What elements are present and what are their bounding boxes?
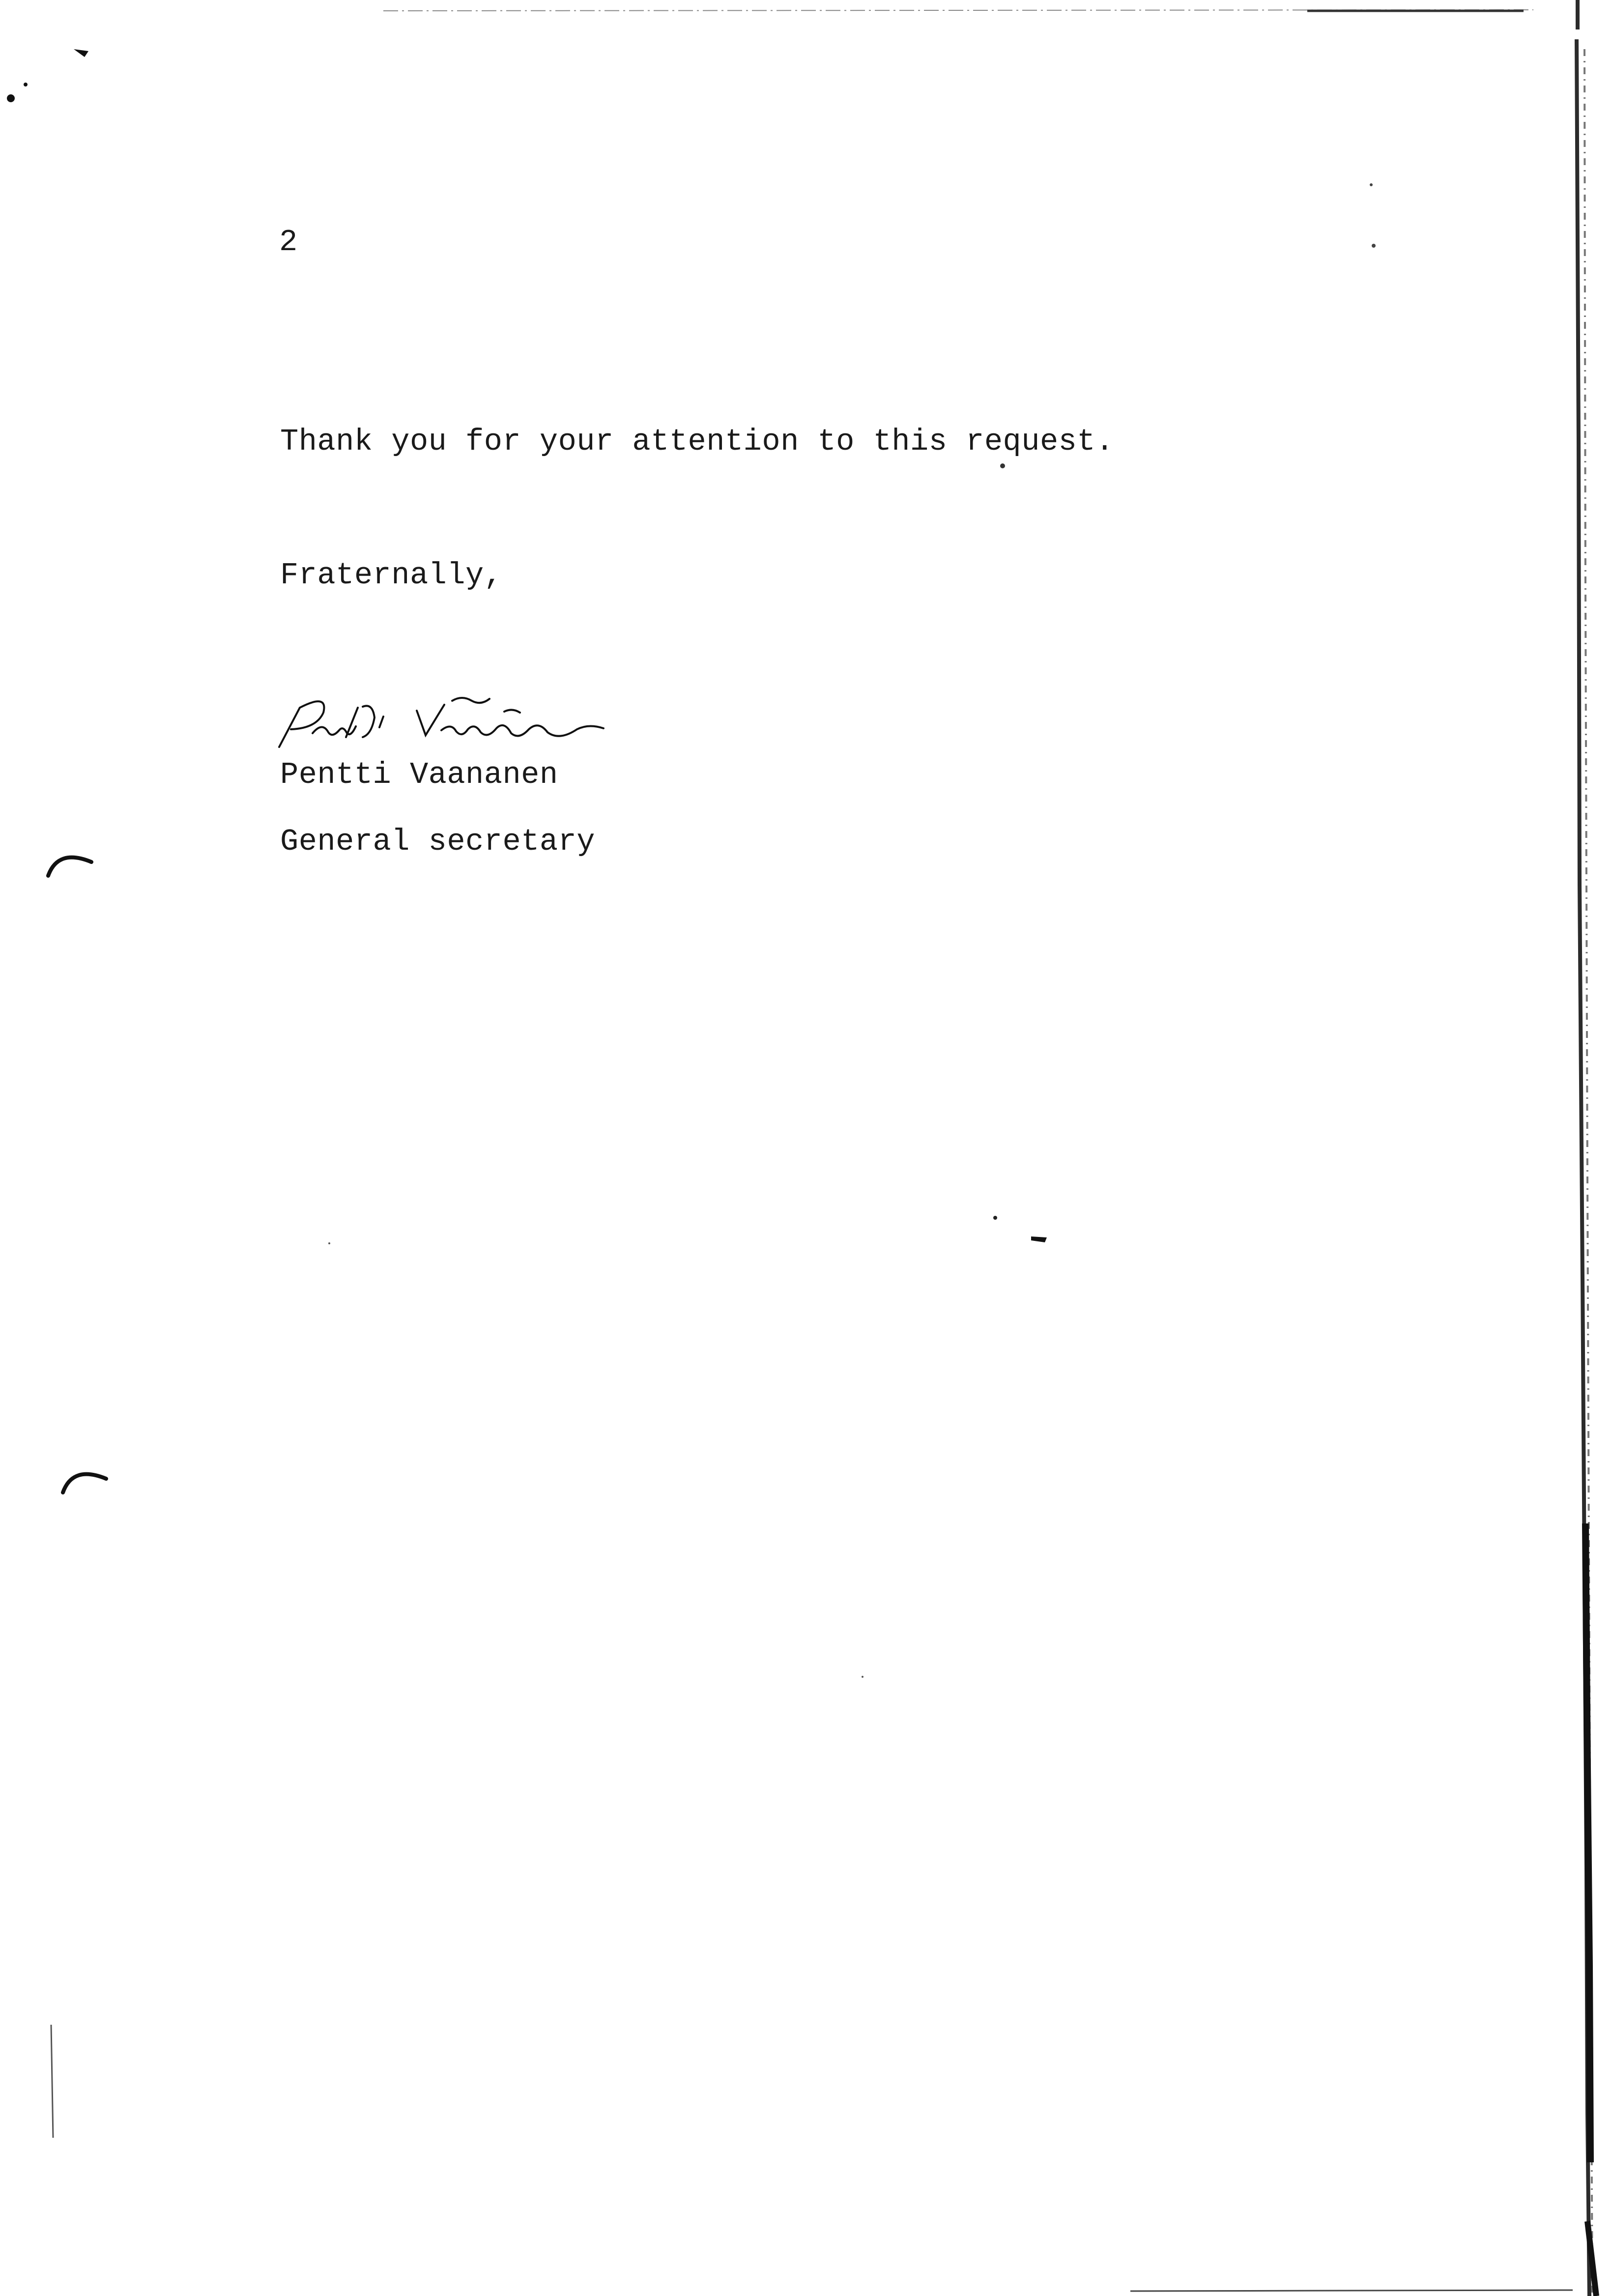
binder-hole-mark [59,1462,113,1496]
scan-top-edge [383,7,1533,17]
page-number: 2 [279,225,298,259]
binder-hole-mark [44,845,98,880]
valediction: Fraternally, [280,558,503,593]
signer-title: General secretary [280,824,596,859]
scan-bottom-edge [1130,2286,1573,2296]
signer-name: Pentti Vaananen [280,757,558,792]
handwritten-signature [269,688,613,757]
scan-right-edge [1568,0,1612,2296]
closing-sentence: Thank you for your attention to this request. [280,424,1114,459]
